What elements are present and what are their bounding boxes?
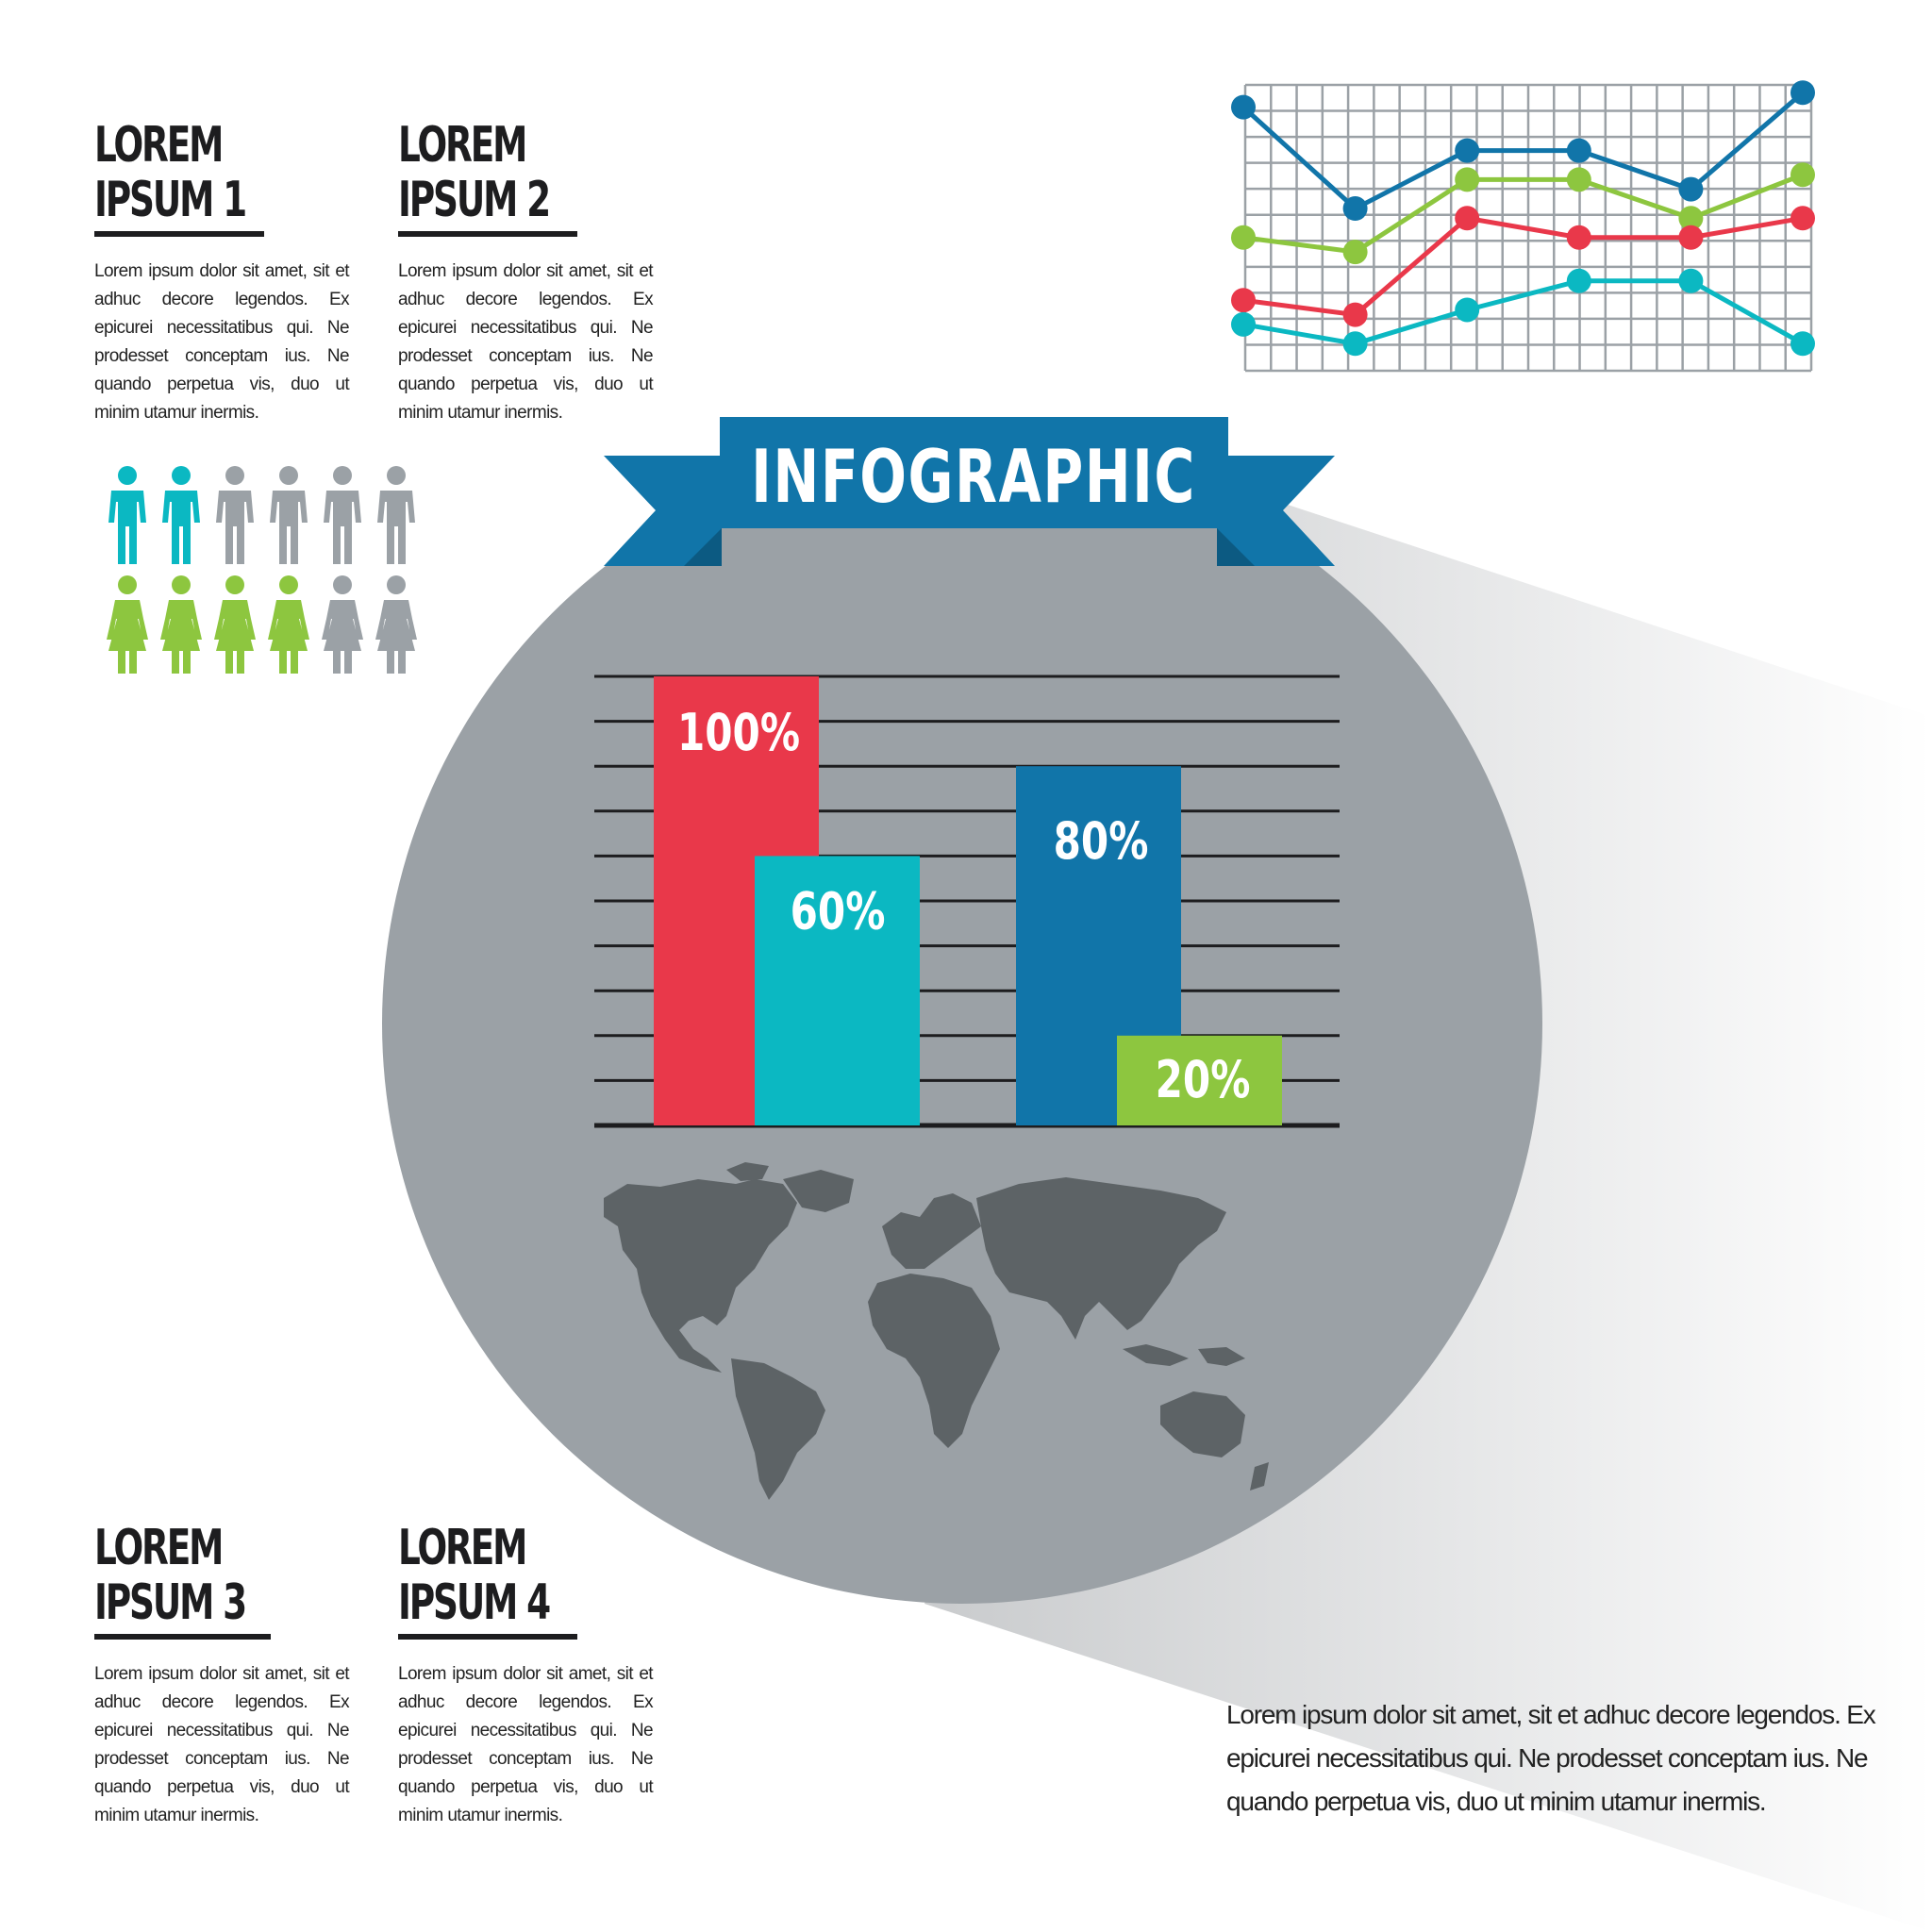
people-pictogram bbox=[90, 453, 448, 689]
line-point bbox=[1455, 167, 1479, 192]
man-icon bbox=[324, 466, 361, 564]
woman-icon bbox=[160, 575, 202, 674]
banner-title: INFOGRAPHIC bbox=[751, 434, 1196, 521]
section-title-line2: IPSUM 4 bbox=[398, 1574, 549, 1631]
section-4 bbox=[398, 1521, 653, 1830]
woman-icon bbox=[322, 575, 363, 674]
line-point bbox=[1790, 162, 1815, 187]
man-icon bbox=[377, 466, 415, 564]
section-title-line1: LOREM bbox=[94, 117, 223, 174]
section-title-line1: LOREM bbox=[94, 1520, 223, 1576]
line-point bbox=[1567, 269, 1591, 293]
line-point bbox=[1790, 206, 1815, 230]
section-3 bbox=[94, 1521, 349, 1830]
title-underline bbox=[94, 231, 264, 237]
line-point bbox=[1231, 95, 1256, 120]
line-point bbox=[1455, 139, 1479, 163]
section-title-line2: IPSUM 1 bbox=[94, 172, 245, 228]
title-underline bbox=[398, 1634, 577, 1640]
section-title-line2: IPSUM 2 bbox=[398, 172, 549, 228]
man-icon bbox=[270, 466, 308, 564]
woman-icon bbox=[375, 575, 417, 674]
line-point bbox=[1343, 240, 1368, 264]
section-title-line1: LOREM bbox=[398, 1520, 526, 1576]
section-title-line2: IPSUM 3 bbox=[94, 1574, 245, 1631]
bar-label: 60% bbox=[790, 882, 886, 941]
footer-text: Lorem ipsum dolor sit amet, sit et adhuc decore legendos. Ex epicurei necessitatibus qui. Ne prodesset conceptam ius. Ne quando perpetua vis, duo ut minim utamur inermis. bbox=[1226, 1700, 1875, 1816]
line-point bbox=[1455, 206, 1479, 230]
section-text: Lorem ipsum dolor sit amet, sit et adhuc decore legendos. Ex epicurei necessitatibus qui. Ne prodesset conceptam ius. Ne quando perpetua vis, duo ut minim utamur inermis. bbox=[94, 1664, 349, 1825]
line-chart-series bbox=[1231, 80, 1815, 356]
line-point bbox=[1455, 297, 1479, 322]
section-text: Lorem ipsum dolor sit amet, sit et adhuc decore legendos. Ex epicurei necessitatibus qui. Ne prodesset conceptam ius. Ne quando perpetua vis, duo ut minim utamur inermis. bbox=[94, 261, 349, 423]
line-point bbox=[1567, 225, 1591, 250]
man-icon bbox=[216, 466, 254, 564]
section-text: Lorem ipsum dolor sit amet, sit et adhuc decore legendos. Ex epicurei necessitatibus qui. Ne prodesset conceptam ius. Ne quando perpetua vis, duo ut minim utamur inermis. bbox=[398, 1664, 653, 1825]
line-point bbox=[1343, 303, 1368, 327]
line-point bbox=[1790, 80, 1815, 105]
section-title-line1: LOREM bbox=[398, 117, 526, 174]
line-point bbox=[1231, 225, 1256, 250]
line-chart bbox=[1217, 66, 1830, 396]
line-point bbox=[1343, 196, 1368, 221]
man-icon bbox=[108, 466, 146, 564]
section-2 bbox=[398, 118, 653, 427]
man-icon bbox=[162, 466, 200, 564]
woman-icon bbox=[214, 575, 256, 674]
section-1 bbox=[94, 118, 349, 427]
woman-icon bbox=[107, 575, 148, 674]
line-point bbox=[1231, 312, 1256, 337]
line-point bbox=[1231, 288, 1256, 312]
line-point bbox=[1678, 177, 1703, 202]
line-point bbox=[1567, 167, 1591, 192]
line-point bbox=[1343, 331, 1368, 356]
bar-label: 80% bbox=[1053, 812, 1149, 872]
title-underline bbox=[398, 231, 577, 237]
line-point bbox=[1790, 331, 1815, 356]
section-text: Lorem ipsum dolor sit amet, sit et adhuc decore legendos. Ex epicurei necessitatibus qui. Ne prodesset conceptam ius. Ne quando perpetua vis, duo ut minim utamur inermis. bbox=[398, 261, 653, 423]
woman-icon bbox=[268, 575, 309, 674]
title-underline bbox=[94, 1634, 271, 1640]
bar-label: 100% bbox=[676, 703, 801, 763]
line-point bbox=[1567, 139, 1591, 163]
line-point bbox=[1678, 269, 1703, 293]
line-point bbox=[1678, 225, 1703, 250]
bar-label: 20% bbox=[1155, 1050, 1251, 1110]
